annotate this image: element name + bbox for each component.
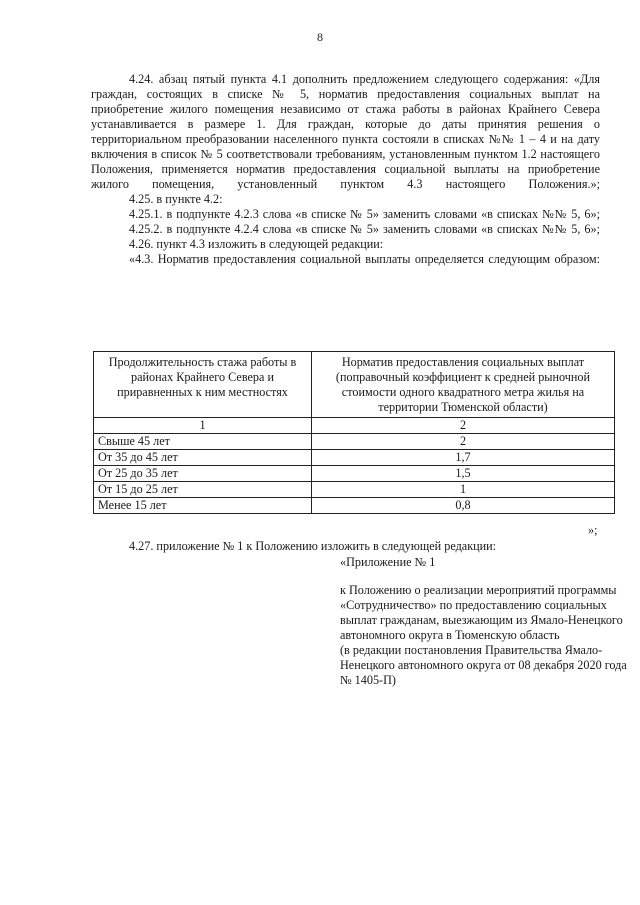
paragraph-4-24: 4.24. абзац пятый пункта 4.1 дополнить предложением следующего содержания: «Для граждан, состоящих в списке № 5, норматив предоставления социальных выплат на приобретение жилого помещения независимо от стажа работы в районах Крайнего Севера устанавливается в размере 1. Для граждан, которые до даты принятия решения о территориальном преобразовании населенного пункта состояли в списках №№ 1 – 4 и на дату включения в список № 5 соответствовали требованиям, установленным пунктом 1.2 настоящего Положения, применяется норматив предоставления социальной выплаты на приобретение жилого помещения, установленный пунктом 4.3 настоящего Положения.»; [91,72,600,191]
table-row [94,466,615,482]
table-row [94,450,615,466]
table-cell-value: 1,5 [312,466,615,482]
column-number: 1 [94,418,312,434]
appendix-body: к Положению о реализации мероприятий программы «Сотрудничество» по предоставлению социальных выплат гражданам, выезжающим из Ямало-Ненецкого автономного округа в Тюменскую область [340,583,623,642]
header-norm: Норматив предоставления социальных выплат (поправочный коэффициент к средней рыночной стоимости одного квадратного метра жилья на территории Тюменской области) [312,352,615,418]
table-header-row [94,352,615,418]
table-row [94,498,615,514]
table-column-numbers-row [94,418,615,434]
header-experience: Продолжительность стажа работы в районах Крайнего Севера и приравненных к ним местностях [94,352,312,418]
table-cell-period: От 25 до 35 лет [94,466,312,482]
appendix-title: «Приложение № 1 [340,555,436,569]
appendix-block [340,583,630,688]
paragraph-4-26: 4.26. пункт 4.3 изложить в следующей редакции: [129,237,384,251]
paragraph-4-25-1: 4.25.1. в подпункте 4.2.3 слова «в списке № 5» заменить словами «в списках №№ 5, 6»; [129,207,600,221]
table-cell-period: От 35 до 45 лет [94,450,312,466]
table-row [94,434,615,450]
appendix-edition-note: (в редакции постановления Правительства Ямало-Ненецкого автономного округа от 08 декабря 2020 года № 1405-П) [340,643,627,687]
table-cell-period: Свыше 45 лет [94,434,312,450]
norm-table [93,351,615,514]
table-cell-value: 2 [312,434,615,450]
paragraph-4-27: 4.27. приложение № 1 к Положению изложить в следующей редакции: [129,539,497,553]
table-cell-value: 1 [312,482,615,498]
paragraph-4-25: 4.25. в пункте 4.2: [129,192,223,206]
table-cell-value: 1,7 [312,450,615,466]
document-body [91,72,600,267]
paragraph-4-3-quote: «4.3. Норматив предоставления социальной выплаты определяется следующим образом: [129,252,600,266]
column-number: 2 [312,418,615,434]
table-cell-period: От 15 до 25 лет [94,482,312,498]
table-cell-value: 0,8 [312,498,615,514]
page-number: 8 [317,30,323,44]
paragraph-4-25-2: 4.25.2. в подпункте 4.2.4 слова «в списке № 5» заменить словами «в списках №№ 5, 6»; [129,222,600,236]
closing-quote: »; [588,523,598,537]
table-cell-period: Менее 15 лет [94,498,312,514]
table-row [94,482,615,498]
